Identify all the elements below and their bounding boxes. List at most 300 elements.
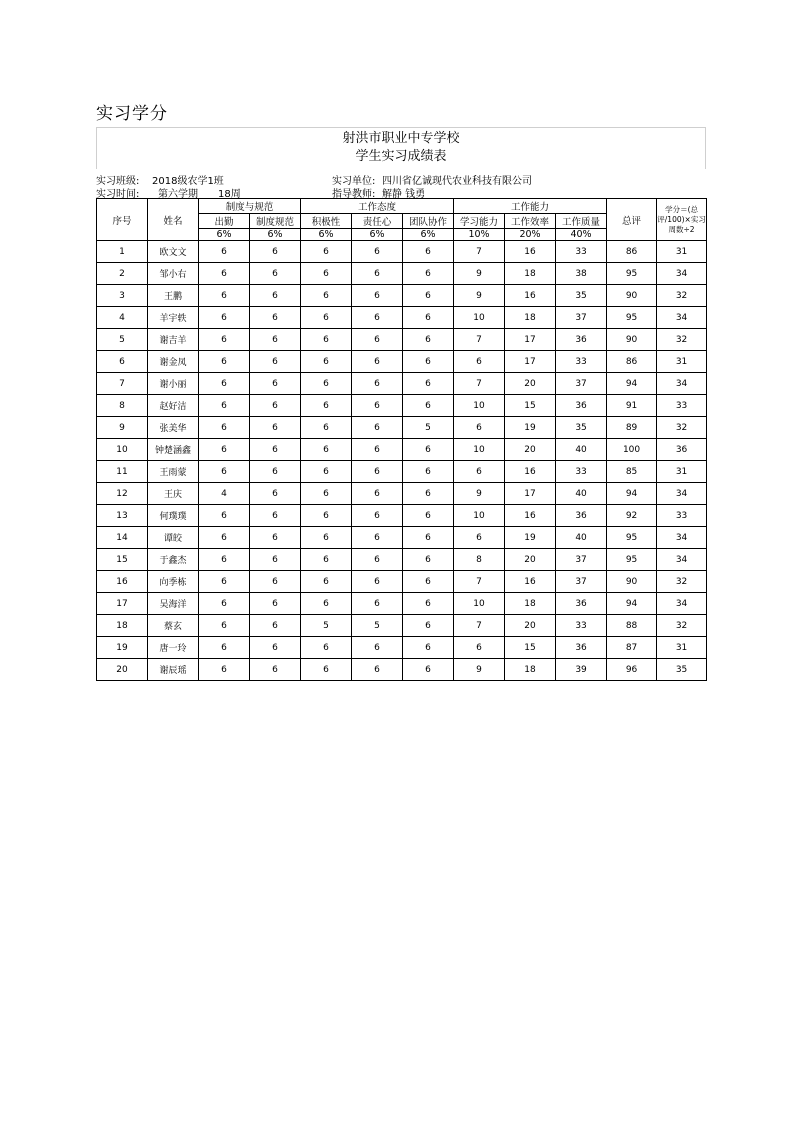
cell-attendance: 6 — [199, 307, 250, 329]
cell-learning: 7 — [454, 373, 505, 395]
cell-total: 90 — [607, 285, 657, 307]
grade-sheet — [96, 127, 706, 681]
cell-rules: 6 — [250, 527, 301, 549]
cell-efficiency: 16 — [505, 285, 556, 307]
cell-rules: 6 — [250, 637, 301, 659]
sheet-title-box — [96, 127, 706, 169]
header-group-attitude: 工作态度 — [301, 199, 454, 214]
cell-quality: 35 — [556, 417, 607, 439]
cell-total: 94 — [607, 373, 657, 395]
cell-total: 100 — [607, 439, 657, 461]
cell-rules: 6 — [250, 549, 301, 571]
table-row — [97, 395, 707, 417]
cell-attendance: 6 — [199, 637, 250, 659]
time-label: 实习时间: — [96, 189, 140, 200]
time-value: 第六学期 — [158, 189, 198, 200]
cell-total: 90 — [607, 329, 657, 351]
cell-responsibility: 6 — [352, 263, 403, 285]
cell-learning: 7 — [454, 571, 505, 593]
table-row — [97, 659, 707, 681]
table-row — [97, 373, 707, 395]
cell-initiative: 6 — [301, 241, 352, 263]
cell-quality: 39 — [556, 659, 607, 681]
cell-teamwork: 6 — [403, 549, 454, 571]
cell-responsibility: 6 — [352, 395, 403, 417]
cell-quality: 36 — [556, 637, 607, 659]
cell-rules: 6 — [250, 593, 301, 615]
cell-name: 吴海洋 — [148, 593, 199, 615]
cell-total: 86 — [607, 351, 657, 373]
cell-teamwork: 6 — [403, 395, 454, 417]
cell-total: 90 — [607, 571, 657, 593]
cell-total: 91 — [607, 395, 657, 417]
cell-quality: 36 — [556, 505, 607, 527]
cell-quality: 36 — [556, 593, 607, 615]
cell-responsibility: 6 — [352, 329, 403, 351]
cell-attendance: 6 — [199, 285, 250, 307]
cell-responsibility: 6 — [352, 461, 403, 483]
cell-efficiency: 15 — [505, 395, 556, 417]
cell-credit: 34 — [657, 593, 707, 615]
cell-initiative: 6 — [301, 483, 352, 505]
cell-name: 欧文文 — [148, 241, 199, 263]
cell-learning: 7 — [454, 615, 505, 637]
unit-label: 实习单位: — [332, 176, 376, 187]
cell-initiative: 6 — [301, 351, 352, 373]
table-row — [97, 549, 707, 571]
cell-no: 15 — [97, 549, 148, 571]
cell-efficiency: 16 — [505, 505, 556, 527]
cell-initiative: 6 — [301, 263, 352, 285]
cell-name: 邹小右 — [148, 263, 199, 285]
cell-efficiency: 16 — [505, 241, 556, 263]
cell-teamwork: 6 — [403, 483, 454, 505]
cell-responsibility: 6 — [352, 659, 403, 681]
cell-learning: 10 — [454, 505, 505, 527]
header-rules: 制度规范 — [250, 214, 301, 229]
grades-table — [96, 198, 707, 681]
cell-responsibility: 6 — [352, 241, 403, 263]
cell-responsibility: 6 — [352, 483, 403, 505]
weight-responsibility: 6% — [352, 229, 403, 241]
weeks-value: 18周 — [218, 189, 241, 200]
cell-total: 88 — [607, 615, 657, 637]
cell-credit: 35 — [657, 659, 707, 681]
cell-rules: 6 — [250, 241, 301, 263]
weight-attendance: 6% — [199, 229, 250, 241]
header-initiative: 积极性 — [301, 214, 352, 229]
cell-no: 3 — [97, 285, 148, 307]
cell-initiative: 6 — [301, 527, 352, 549]
header-teamwork: 团队协作 — [403, 214, 454, 229]
cell-responsibility: 6 — [352, 285, 403, 307]
cell-rules: 6 — [250, 263, 301, 285]
cell-rules: 6 — [250, 285, 301, 307]
cell-rules: 6 — [250, 373, 301, 395]
header-efficiency: 工作效率 — [505, 214, 556, 229]
cell-no: 9 — [97, 417, 148, 439]
header-name: 姓名 — [148, 199, 199, 241]
cell-attendance: 6 — [199, 241, 250, 263]
cell-efficiency: 18 — [505, 263, 556, 285]
cell-quality: 37 — [556, 571, 607, 593]
cell-credit: 31 — [657, 637, 707, 659]
cell-responsibility: 6 — [352, 571, 403, 593]
cell-initiative: 5 — [301, 615, 352, 637]
cell-total: 86 — [607, 241, 657, 263]
cell-no: 10 — [97, 439, 148, 461]
cell-name: 谢辰瑶 — [148, 659, 199, 681]
cell-initiative: 6 — [301, 593, 352, 615]
cell-attendance: 6 — [199, 505, 250, 527]
header-no: 序号 — [97, 199, 148, 241]
cell-rules: 6 — [250, 483, 301, 505]
cell-name: 谢小丽 — [148, 373, 199, 395]
cell-teamwork: 6 — [403, 505, 454, 527]
cell-efficiency: 17 — [505, 483, 556, 505]
cell-rules: 6 — [250, 329, 301, 351]
cell-teamwork: 6 — [403, 659, 454, 681]
cell-teamwork: 6 — [403, 285, 454, 307]
cell-responsibility: 5 — [352, 615, 403, 637]
cell-rules: 6 — [250, 615, 301, 637]
cell-name: 张美华 — [148, 417, 199, 439]
cell-quality: 33 — [556, 615, 607, 637]
cell-teamwork: 6 — [403, 461, 454, 483]
cell-total: 94 — [607, 483, 657, 505]
table-row — [97, 483, 707, 505]
cell-teamwork: 6 — [403, 637, 454, 659]
cell-no: 5 — [97, 329, 148, 351]
cell-responsibility: 6 — [352, 417, 403, 439]
cell-efficiency: 20 — [505, 615, 556, 637]
cell-no: 11 — [97, 461, 148, 483]
table-row — [97, 241, 707, 263]
cell-learning: 6 — [454, 637, 505, 659]
weight-quality: 40% — [556, 229, 607, 241]
cell-no: 14 — [97, 527, 148, 549]
table-row — [97, 417, 707, 439]
cell-rules: 6 — [250, 505, 301, 527]
table-row — [97, 571, 707, 593]
cell-attendance: 6 — [199, 329, 250, 351]
table-row — [97, 615, 707, 637]
cell-efficiency: 16 — [505, 571, 556, 593]
cell-credit: 32 — [657, 571, 707, 593]
unit-value: 四川省亿诚现代农业科技有限公司 — [382, 176, 532, 187]
cell-learning: 7 — [454, 329, 505, 351]
cell-attendance: 6 — [199, 351, 250, 373]
cell-initiative: 6 — [301, 549, 352, 571]
cell-name: 何璞璞 — [148, 505, 199, 527]
cell-initiative: 6 — [301, 659, 352, 681]
cell-credit: 34 — [657, 373, 707, 395]
cell-teamwork: 6 — [403, 351, 454, 373]
cell-efficiency: 18 — [505, 659, 556, 681]
school-name: 射洪市职业中专学校 — [342, 131, 460, 146]
table-row — [97, 527, 707, 549]
header-group-rules: 制度与规范 — [199, 199, 301, 214]
cell-responsibility: 6 — [352, 527, 403, 549]
header-quality: 工作质量 — [556, 214, 607, 229]
table-row — [97, 351, 707, 373]
cell-initiative: 6 — [301, 329, 352, 351]
weight-efficiency: 20% — [505, 229, 556, 241]
table-row — [97, 505, 707, 527]
cell-name: 唐一玲 — [148, 637, 199, 659]
cell-responsibility: 6 — [352, 637, 403, 659]
cell-credit: 34 — [657, 549, 707, 571]
cell-efficiency: 17 — [505, 351, 556, 373]
cell-rules: 6 — [250, 461, 301, 483]
cell-initiative: 6 — [301, 571, 352, 593]
cell-credit: 34 — [657, 307, 707, 329]
cell-quality: 33 — [556, 351, 607, 373]
cell-name: 于鑫杰 — [148, 549, 199, 571]
cell-teamwork: 6 — [403, 307, 454, 329]
cell-credit: 33 — [657, 395, 707, 417]
cell-credit: 34 — [657, 263, 707, 285]
cell-responsibility: 6 — [352, 505, 403, 527]
table-row — [97, 285, 707, 307]
header-credit: 学分＝(总评/100)×实习周数÷2 — [657, 199, 707, 241]
table-row — [97, 439, 707, 461]
cell-teamwork: 6 — [403, 615, 454, 637]
cell-teamwork: 6 — [403, 439, 454, 461]
cell-quality: 33 — [556, 241, 607, 263]
grades-body — [97, 241, 707, 681]
cell-no: 6 — [97, 351, 148, 373]
form-title: 学生实习成绩表 — [355, 149, 447, 164]
cell-efficiency: 15 — [505, 637, 556, 659]
cell-no: 13 — [97, 505, 148, 527]
weight-learning: 10% — [454, 229, 505, 241]
cell-no: 1 — [97, 241, 148, 263]
cell-no: 8 — [97, 395, 148, 417]
class-value: 2018级农学1班 — [152, 176, 224, 187]
cell-no: 18 — [97, 615, 148, 637]
cell-name: 王庆 — [148, 483, 199, 505]
cell-initiative: 6 — [301, 461, 352, 483]
cell-quality: 36 — [556, 395, 607, 417]
cell-no: 12 — [97, 483, 148, 505]
cell-credit: 32 — [657, 285, 707, 307]
page-heading: 实习学分 — [96, 104, 168, 124]
cell-credit: 32 — [657, 417, 707, 439]
cell-learning: 9 — [454, 659, 505, 681]
header-learning: 学习能力 — [454, 214, 505, 229]
cell-initiative: 6 — [301, 439, 352, 461]
cell-name: 谢吉羊 — [148, 329, 199, 351]
cell-learning: 9 — [454, 263, 505, 285]
cell-efficiency: 17 — [505, 329, 556, 351]
cell-quality: 37 — [556, 549, 607, 571]
cell-responsibility: 6 — [352, 593, 403, 615]
cell-teamwork: 6 — [403, 593, 454, 615]
cell-quality: 37 — [556, 373, 607, 395]
cell-learning: 9 — [454, 285, 505, 307]
cell-total: 87 — [607, 637, 657, 659]
cell-attendance: 6 — [199, 549, 250, 571]
header-total: 总评 — [607, 199, 657, 241]
cell-teamwork: 6 — [403, 527, 454, 549]
cell-no: 17 — [97, 593, 148, 615]
cell-rules: 6 — [250, 571, 301, 593]
cell-no: 20 — [97, 659, 148, 681]
cell-learning: 6 — [454, 351, 505, 373]
cell-quality: 40 — [556, 483, 607, 505]
cell-credit: 32 — [657, 329, 707, 351]
cell-name: 谭皎 — [148, 527, 199, 549]
table-row — [97, 593, 707, 615]
cell-name: 钟楚涵鑫 — [148, 439, 199, 461]
cell-credit: 34 — [657, 483, 707, 505]
cell-no: 4 — [97, 307, 148, 329]
cell-learning: 10 — [454, 593, 505, 615]
cell-responsibility: 6 — [352, 351, 403, 373]
teacher-label: 指导教师: — [332, 189, 376, 200]
cell-attendance: 6 — [199, 615, 250, 637]
cell-initiative: 6 — [301, 373, 352, 395]
cell-efficiency: 20 — [505, 549, 556, 571]
cell-rules: 6 — [250, 307, 301, 329]
class-label: 实习班级: — [96, 176, 140, 187]
info-block — [96, 169, 706, 198]
cell-rules: 6 — [250, 351, 301, 373]
cell-efficiency: 20 — [505, 373, 556, 395]
cell-attendance: 6 — [199, 659, 250, 681]
cell-responsibility: 6 — [352, 549, 403, 571]
cell-efficiency: 16 — [505, 461, 556, 483]
cell-attendance: 6 — [199, 593, 250, 615]
cell-teamwork: 5 — [403, 417, 454, 439]
cell-no: 16 — [97, 571, 148, 593]
cell-total: 95 — [607, 527, 657, 549]
cell-initiative: 6 — [301, 395, 352, 417]
table-row — [97, 637, 707, 659]
cell-credit: 32 — [657, 615, 707, 637]
cell-name: 蔡玄 — [148, 615, 199, 637]
cell-learning: 8 — [454, 549, 505, 571]
cell-quality: 33 — [556, 461, 607, 483]
cell-total: 85 — [607, 461, 657, 483]
cell-total: 92 — [607, 505, 657, 527]
teacher-value: 解静 钱勇 — [382, 189, 426, 200]
cell-attendance: 6 — [199, 395, 250, 417]
weight-rules: 6% — [250, 229, 301, 241]
table-row — [97, 307, 707, 329]
cell-initiative: 6 — [301, 505, 352, 527]
cell-learning: 6 — [454, 527, 505, 549]
cell-attendance: 6 — [199, 527, 250, 549]
cell-total: 94 — [607, 593, 657, 615]
cell-efficiency: 18 — [505, 593, 556, 615]
cell-attendance: 4 — [199, 483, 250, 505]
cell-teamwork: 6 — [403, 329, 454, 351]
header-responsibility: 责任心 — [352, 214, 403, 229]
cell-no: 7 — [97, 373, 148, 395]
cell-rules: 6 — [250, 439, 301, 461]
cell-learning: 10 — [454, 307, 505, 329]
table-row — [97, 263, 707, 285]
cell-name: 赵好洁 — [148, 395, 199, 417]
cell-learning: 9 — [454, 483, 505, 505]
header-attendance: 出勤 — [199, 214, 250, 229]
cell-no: 2 — [97, 263, 148, 285]
cell-learning: 6 — [454, 461, 505, 483]
cell-credit: 31 — [657, 461, 707, 483]
header-group-ability: 工作能力 — [454, 199, 607, 214]
cell-responsibility: 6 — [352, 307, 403, 329]
cell-attendance: 6 — [199, 417, 250, 439]
cell-learning: 6 — [454, 417, 505, 439]
cell-total: 89 — [607, 417, 657, 439]
cell-attendance: 6 — [199, 439, 250, 461]
cell-rules: 6 — [250, 395, 301, 417]
cell-teamwork: 6 — [403, 571, 454, 593]
cell-name: 向季栋 — [148, 571, 199, 593]
cell-responsibility: 6 — [352, 373, 403, 395]
cell-learning: 10 — [454, 395, 505, 417]
cell-quality: 35 — [556, 285, 607, 307]
cell-quality: 40 — [556, 527, 607, 549]
cell-quality: 38 — [556, 263, 607, 285]
cell-rules: 6 — [250, 659, 301, 681]
cell-teamwork: 6 — [403, 263, 454, 285]
table-row — [97, 329, 707, 351]
cell-initiative: 6 — [301, 307, 352, 329]
cell-total: 96 — [607, 659, 657, 681]
cell-name: 谢金凤 — [148, 351, 199, 373]
cell-attendance: 6 — [199, 263, 250, 285]
cell-quality: 37 — [556, 307, 607, 329]
cell-responsibility: 6 — [352, 439, 403, 461]
cell-initiative: 6 — [301, 285, 352, 307]
cell-quality: 36 — [556, 329, 607, 351]
cell-total: 95 — [607, 549, 657, 571]
cell-learning: 7 — [454, 241, 505, 263]
table-row — [97, 461, 707, 483]
cell-attendance: 6 — [199, 461, 250, 483]
cell-name: 羊宇轶 — [148, 307, 199, 329]
cell-total: 95 — [607, 263, 657, 285]
cell-quality: 40 — [556, 439, 607, 461]
cell-credit: 36 — [657, 439, 707, 461]
cell-name: 王鹏 — [148, 285, 199, 307]
cell-rules: 6 — [250, 417, 301, 439]
cell-credit: 34 — [657, 527, 707, 549]
cell-teamwork: 6 — [403, 373, 454, 395]
cell-initiative: 6 — [301, 637, 352, 659]
cell-attendance: 6 — [199, 571, 250, 593]
cell-efficiency: 19 — [505, 417, 556, 439]
cell-no: 19 — [97, 637, 148, 659]
cell-credit: 31 — [657, 351, 707, 373]
weight-teamwork: 6% — [403, 229, 454, 241]
cell-initiative: 6 — [301, 417, 352, 439]
cell-credit: 31 — [657, 241, 707, 263]
cell-attendance: 6 — [199, 373, 250, 395]
cell-learning: 10 — [454, 439, 505, 461]
cell-efficiency: 19 — [505, 527, 556, 549]
cell-teamwork: 6 — [403, 241, 454, 263]
cell-total: 95 — [607, 307, 657, 329]
cell-name: 王雨蒙 — [148, 461, 199, 483]
cell-efficiency: 18 — [505, 307, 556, 329]
weight-initiative: 6% — [301, 229, 352, 241]
cell-efficiency: 20 — [505, 439, 556, 461]
cell-credit: 33 — [657, 505, 707, 527]
